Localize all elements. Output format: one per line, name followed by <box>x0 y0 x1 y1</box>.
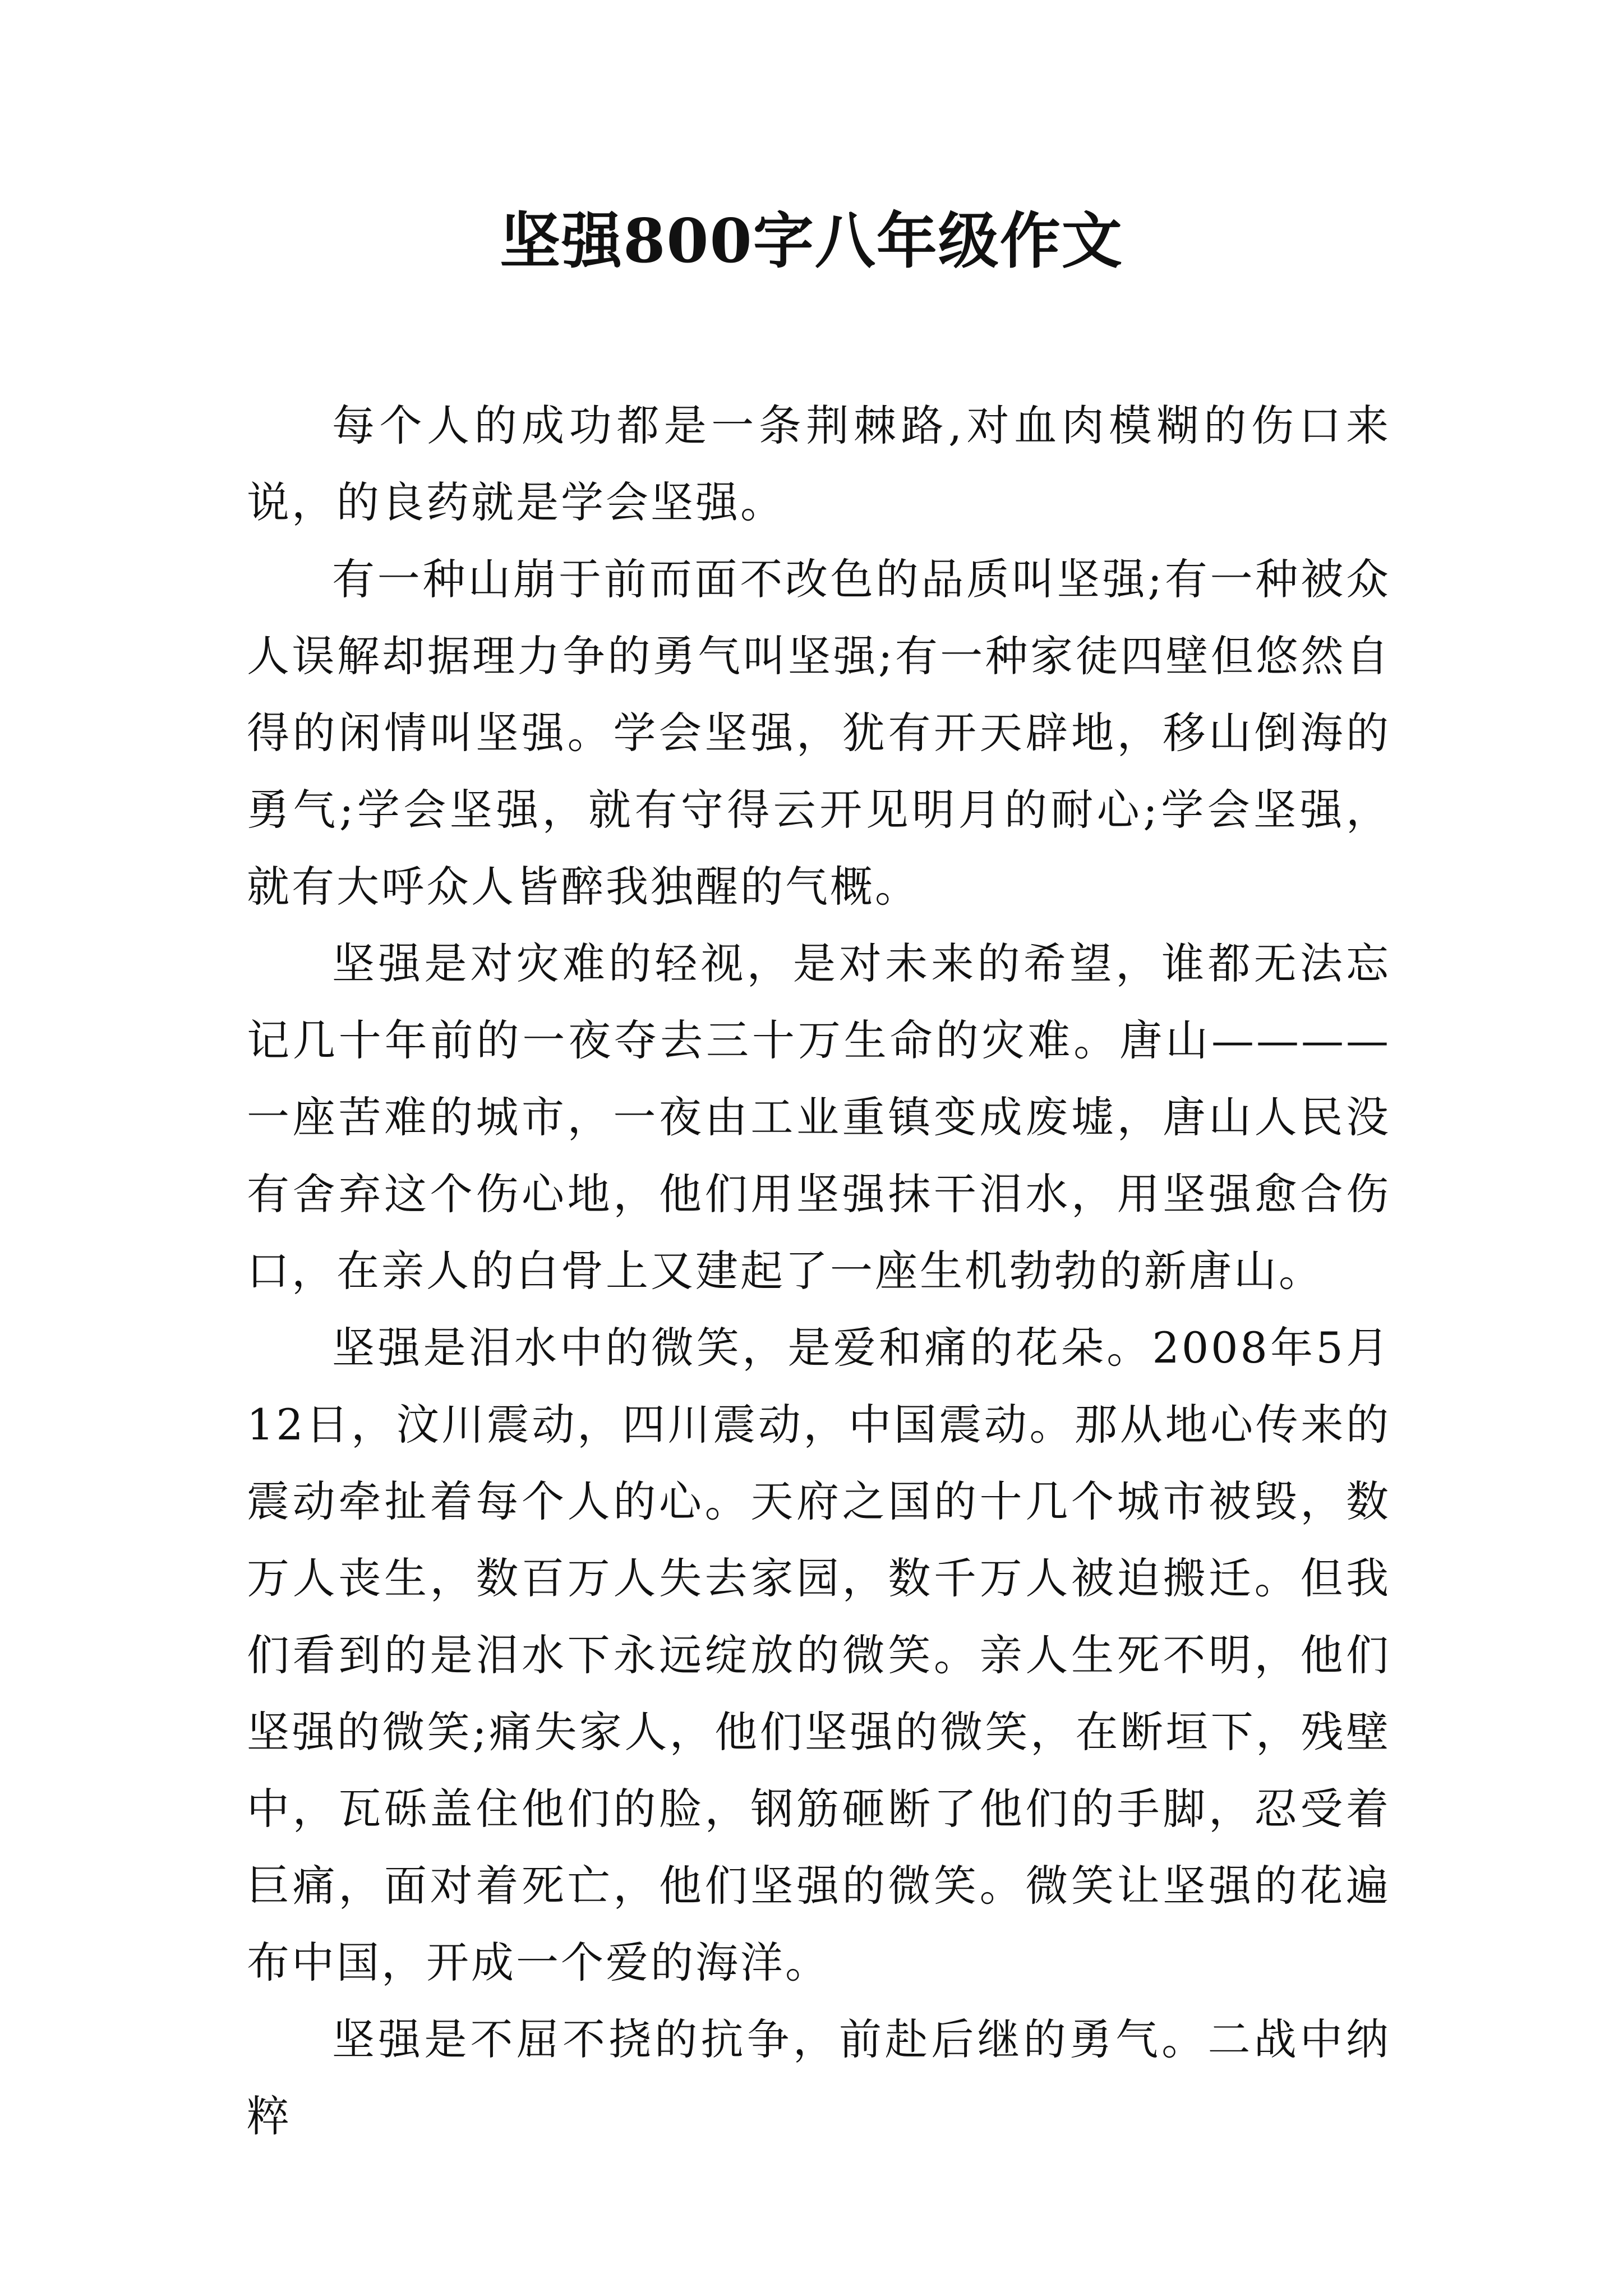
document-title: 坚强800字八年级作文 <box>500 206 1123 277</box>
paragraph-5: 坚强是不屈不挠的抗争，前赴后继的勇气。二战中纳粹 <box>247 2014 1391 2141</box>
document-body <box>247 387 1391 2155</box>
paragraph-1: 每个人的成功都是一条荆棘路,对血肉模糊的伤口来说，的良药就是学会坚强。 <box>247 401 1391 527</box>
paragraph-2: 有一种山崩于前而面不改色的品质叫坚强;有一种被众人误解却据理力争的勇气叫坚强;有一种家徒四壁但悠然自得的闲情叫坚强。学会坚强，犹有开天辟地，移山倒海的勇气;学会坚强，就有守得云开见明月的耐心;学会坚强，就有大呼众人皆醉我独醒的气概。 <box>247 554 1391 912</box>
paragraph-4: 坚强是泪水中的微笑，是爱和痛的花朵。2008年5月12日，汶川震动，四川震动，中国震动。那从地心传来的震动牵扯着每个人的心。天府之国的十几个城市被毁，数万人丧生，数百万人失去家园，数千万人被迫搬迁。但我们看到的是泪水下永远绽放的微笑。亲人生死不明，他们坚强的微笑;痛失家人，他们坚强的微笑，在断垣下，残壁中，瓦砾盖住他们的脸，钢筋砸断了他们的手脚，忍受着巨痛，面对着死亡，他们坚强的微笑。微笑让坚强的花遍布中国，开成一个爱的海洋。 <box>247 1323 1391 1987</box>
paragraph-3: 坚强是对灾难的轻视，是对未来的希望，谁都无法忘记几十年前的一夜夺去三十万生命的灾难。唐山————一座苦难的城市，一夜由工业重镇变成废墟，唐山人民没有舍弃这个伤心地，他们用坚强抹干泪水，用坚强愈合伤口，在亲人的白骨上又建起了一座生机勃勃的新唐山。 <box>247 938 1391 1296</box>
